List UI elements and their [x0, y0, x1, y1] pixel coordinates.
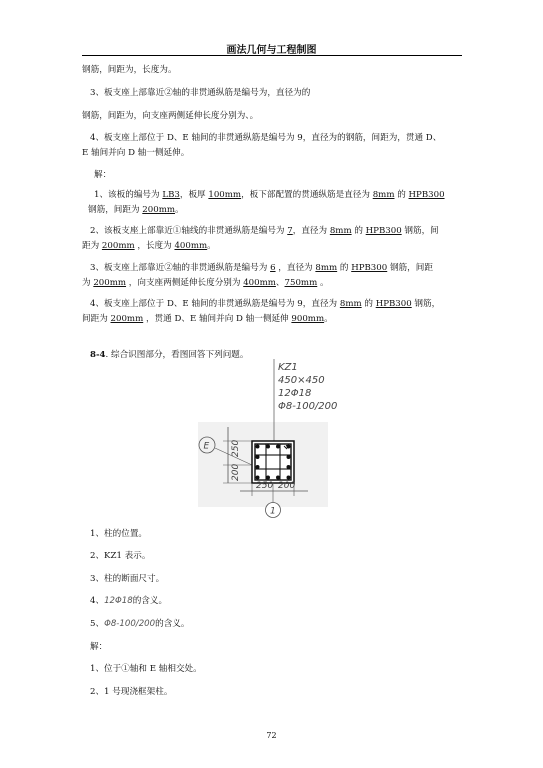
- question-3: 3、柱的断面尺寸。: [90, 574, 165, 584]
- solution1-label: 解：: [94, 170, 112, 180]
- rebar-dot: [287, 476, 291, 480]
- stirrups-label: Φ8-100/200: [278, 401, 338, 412]
- axis-1-label: 1: [270, 506, 276, 517]
- answer4-line1: 4、板支座上部位于 D、E 轴间的非贯通纵筋是编号为 9，直径为 8mm 的 HPB300 钢筋，: [90, 299, 441, 309]
- rebar-dot: [256, 445, 260, 449]
- dim-horizontal-right: 200: [278, 481, 296, 491]
- rebar-dot: [266, 476, 270, 480]
- q3-line1: 3、板支座上部靠近②轴的非贯通纵筋是编号为，直径为的: [90, 88, 311, 98]
- dim-vertical-bottom: 200: [231, 463, 241, 481]
- q2-tail: 钢筋，间距为，长度为。: [82, 65, 177, 75]
- header-rule: [82, 55, 462, 56]
- q4-line1: 4、板支座上部位于 D、E 轴间的非贯通纵筋是编号为 9，直径为的钢筋，间距为，贯通 D、: [90, 133, 442, 143]
- answer-kz1: 2、1 号现浇框架柱。: [90, 687, 173, 697]
- question-2: 2、KZ1 表示。: [90, 551, 151, 561]
- answer2-line2: 距为 200mm ，长度为 400mm。: [82, 241, 216, 251]
- answer1-line2: 钢筋，间距为 200mm。: [88, 205, 184, 215]
- dim-vertical-top: 250: [231, 439, 241, 457]
- page-number: 72: [266, 731, 277, 740]
- rebar-dot: [287, 445, 291, 449]
- rebar-dot: [266, 445, 270, 449]
- rebar-dot: [276, 445, 280, 449]
- answer2-line1: 2、该板支座上部靠近①轴线的非贯通纵筋是编号为 7，直径为 8mm 的 HPB300 钢筋，间: [90, 226, 439, 236]
- answer3-line1: 3、板支座上部靠近②轴的非贯通纵筋是编号为 6 ，直径为 8mm 的 HPB300 钢筋，间距: [90, 263, 433, 273]
- answer4-line2: 间距为 200mm ，贯通 D、E 轴间并向 D 轴一侧延伸 900mm。: [82, 314, 333, 324]
- column-id-label: KZ1: [278, 362, 298, 373]
- section-size-label: 450×450: [278, 375, 325, 386]
- q3-line2: 钢筋，间距为，向支座两侧延伸长度分别为、。: [82, 111, 259, 121]
- rebar-dot: [256, 455, 260, 459]
- rebar-dot: [287, 465, 291, 469]
- axis-e-label: E: [203, 441, 210, 452]
- question-1: 1、柱的位置。: [90, 529, 148, 539]
- rebar-dot: [256, 465, 260, 469]
- solution2-label: 解：: [90, 642, 108, 652]
- column-section-figure: [190, 357, 380, 522]
- answer-location: 1、位于①轴和 E 轴相交处。: [90, 664, 202, 674]
- rebar-dot: [276, 476, 280, 480]
- dim-horizontal-left: 250: [256, 481, 274, 491]
- rebar-dot: [287, 455, 291, 459]
- question-5: 5、Φ8-100/200的含义。: [90, 619, 190, 629]
- rebar-dot: [256, 476, 260, 480]
- main-bars-label: 12Φ18: [278, 388, 312, 399]
- page-header-title: 画法几何与工程制图: [226, 45, 317, 56]
- answer3-line2: 为 200mm ，向支座两侧延伸长度分别为 400mm、750mm 。: [82, 278, 329, 288]
- q4-line2: E 轴间并向 D 轴一侧延伸。: [82, 148, 190, 158]
- question-4: 4、12Φ18的含义。: [90, 596, 168, 606]
- answer1-line1: 1、该板的编号为 LB3，板厚 100mm，板下部配置的贯通纵筋是直径为 8mm 的 HPB300: [94, 190, 445, 200]
- problem-8-4-heading: 8-4. 综合识图部分，看图回答下列问题。: [90, 350, 249, 360]
